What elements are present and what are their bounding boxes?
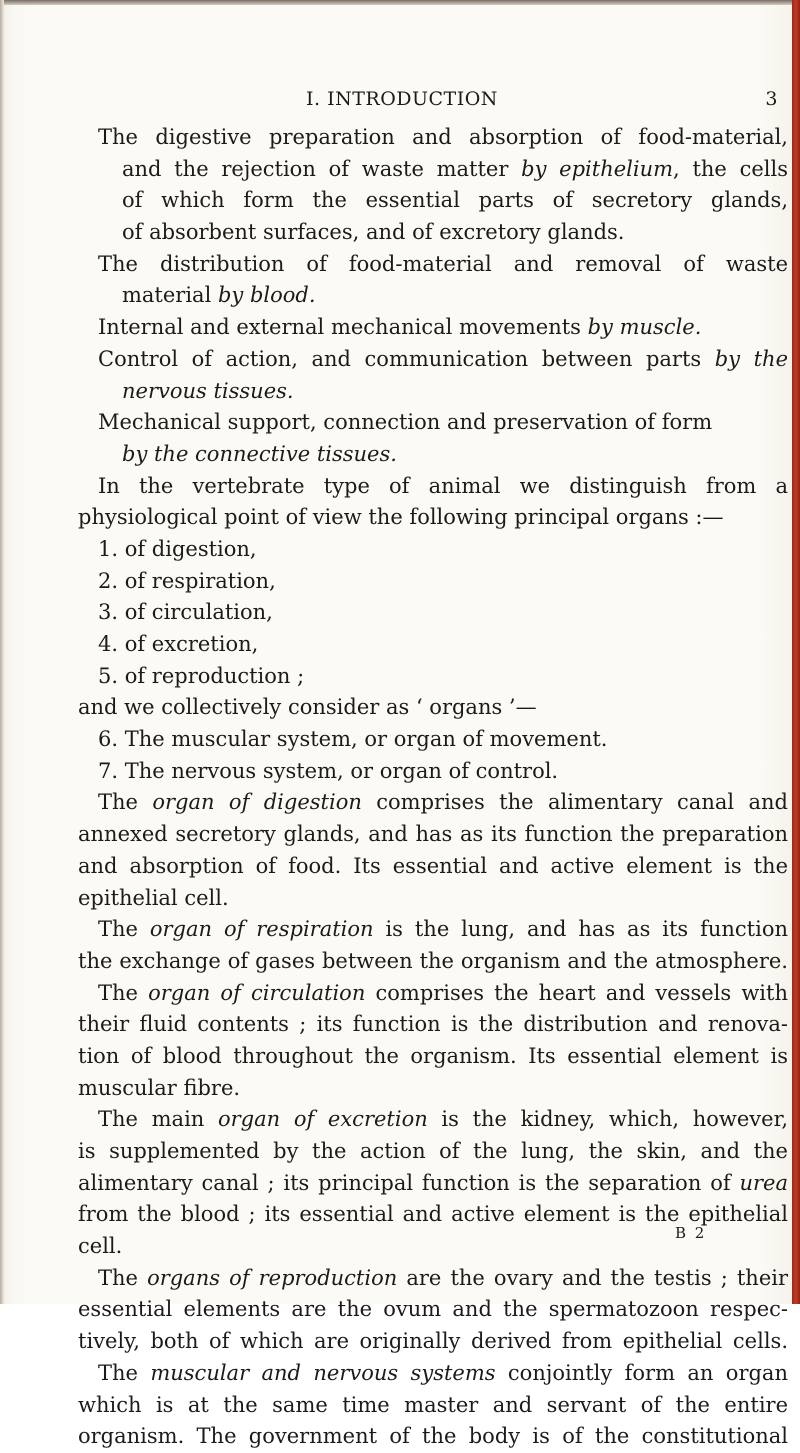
text-run: comprises the heart and vessels with: [365, 980, 788, 1005]
text-line: [78, 534, 788, 566]
italic-text: by muscle.: [587, 315, 702, 340]
italic-text: by epithelium: [521, 156, 674, 181]
text-line: [78, 280, 788, 312]
text-line: [78, 407, 788, 439]
text-line: [78, 1358, 788, 1390]
text-run: and we collectively consider as ‘ organs ’—: [78, 695, 537, 720]
text-line: [78, 597, 788, 629]
text-run: 6. The muscular system, or organ of movement.: [98, 727, 608, 752]
text-line: [78, 439, 788, 471]
text-run: The digestive preparation and absorption of food-material,: [98, 125, 788, 149]
text-run: The: [98, 980, 149, 1005]
text-line: [78, 1326, 788, 1358]
text-line: [78, 502, 788, 534]
text-line: [78, 217, 788, 249]
text-run: The: [98, 917, 150, 942]
text-line: [78, 819, 788, 851]
text-run: 7. The nervous system, or organ of control.: [98, 758, 559, 783]
text-run: 1. of digestion,: [98, 536, 257, 561]
italic-text: organ of excretion: [217, 1107, 428, 1132]
text-run: organism. The government of the body is of the constitutional: [78, 1424, 788, 1449]
italic-text: nervous tissues.: [122, 378, 294, 403]
text-run: Internal and external mechanical movements: [98, 315, 588, 340]
italic-text: organ of circulation: [148, 980, 366, 1005]
text-run: material: [122, 283, 218, 308]
text-line: [78, 724, 788, 756]
text-run: conjointly form an organ: [495, 1360, 788, 1385]
text-run: comprises the alimentary canal and: [361, 790, 788, 815]
text-run: muscular fibre.: [78, 1075, 241, 1100]
running-head: [78, 88, 788, 116]
text-line: [78, 1294, 788, 1326]
text-line: [78, 883, 788, 915]
text-line: [78, 1421, 788, 1453]
text-line: [78, 1390, 788, 1422]
text-run: 5. of reproduction ;: [98, 663, 305, 688]
text-line: [78, 692, 788, 724]
text-line: [78, 376, 788, 408]
text-line: [78, 566, 788, 598]
text-run: which is at the same time master and servant of the entire: [78, 1392, 788, 1417]
text-run: Mechanical support, connection and preservation of form: [98, 410, 713, 435]
italic-text: by the: [714, 346, 789, 371]
text-run: In the vertebrate type of animal we distinguish from a: [98, 473, 788, 498]
italic-text: organ of digestion: [152, 790, 362, 815]
text-line: [78, 851, 788, 883]
text-line: [78, 756, 788, 788]
text-run: is the kidney, which, however,: [427, 1107, 789, 1132]
text-run: The main: [98, 1107, 218, 1132]
text-run: 3. of circulation,: [98, 600, 273, 625]
text-run: is supplemented by the action of the lung, the skin, and the: [78, 1139, 788, 1163]
text-run: physiological point of view the following principal organs :—: [78, 505, 724, 530]
text-run: The: [98, 790, 153, 815]
text-run: 4. of excretion,: [98, 632, 259, 656]
book-cover-edge: [792, 0, 800, 1304]
page-number: 3: [765, 88, 778, 110]
text-run: annexed secretory glands, and has as its function the preparation: [78, 822, 788, 847]
text-run: and absorption of food. Its essential and active element is the: [78, 853, 788, 878]
page-top-edge: [0, 0, 800, 5]
text-run: their fluid contents ; its function is the distribution and renova-: [78, 1012, 788, 1037]
text-run: tively, both of which are originally derived from epithelial cells.: [78, 1329, 788, 1354]
text-line: [78, 1168, 788, 1200]
text-line: [78, 185, 788, 217]
italic-text: muscular and nervous systems: [150, 1360, 496, 1385]
text-run: , the cells: [673, 156, 788, 181]
text-run: tion of blood throughout the organism. Its essential element is: [78, 1043, 788, 1068]
text-run: The distribution of food-material and removal of waste: [98, 251, 788, 276]
text-run: of which form the essential parts of secretory glands,: [122, 188, 788, 213]
text-line: [78, 154, 788, 186]
italic-text: urea: [739, 1170, 788, 1195]
italic-text: by blood.: [217, 283, 316, 308]
text-run: and the rejection of waste matter: [122, 156, 522, 181]
text-line: [78, 344, 788, 376]
text-run: are the ovary and the testis ; their: [397, 1265, 789, 1290]
italic-text: organ of respiration: [149, 917, 374, 942]
text-line: [78, 1009, 788, 1041]
text-run: of absorbent surfaces, and of excretory glands.: [122, 220, 625, 245]
text-run: is the lung, and has as its function: [373, 917, 788, 942]
text-line: [78, 1073, 788, 1105]
signature-mark: B 2: [675, 1224, 707, 1242]
text-line: [78, 312, 788, 344]
text-line: [78, 629, 788, 661]
text-run: the exchange of gases between the organism and the atmosphere.: [78, 948, 788, 973]
text-run: The: [98, 1360, 151, 1385]
running-head-title: I. INTRODUCTION: [306, 88, 498, 110]
text-line: [78, 471, 788, 503]
page-left-edge: [0, 0, 4, 1304]
text-run: epithelial cell.: [78, 885, 229, 910]
text-line: [78, 1041, 788, 1073]
body-text: [78, 122, 788, 1453]
text-line: [78, 978, 788, 1010]
text-line: [78, 946, 788, 978]
text-line: [78, 661, 788, 693]
text-line: [78, 787, 788, 819]
text-run: Control of action, and communication between parts: [98, 346, 715, 371]
text-run: 2. of respiration,: [98, 568, 276, 593]
text-run: The: [98, 1265, 148, 1290]
text-line: [78, 914, 788, 946]
text-line: [78, 249, 788, 281]
italic-text: organs of reproduction: [147, 1265, 398, 1290]
italic-text: by the connective tissues.: [122, 441, 397, 466]
text-line: [78, 1104, 788, 1136]
text-run: alimentary canal ; its principal function is the separation of: [78, 1170, 740, 1195]
text-line: [78, 1136, 788, 1168]
text-run: from the blood ; its essential and active element is the epithelial: [78, 1202, 788, 1227]
text-run: cell.: [78, 1234, 123, 1259]
text-run: essential elements are the ovum and the spermatozoon respec-: [78, 1297, 788, 1322]
text-line: [78, 1263, 788, 1295]
text-line: [78, 122, 788, 154]
